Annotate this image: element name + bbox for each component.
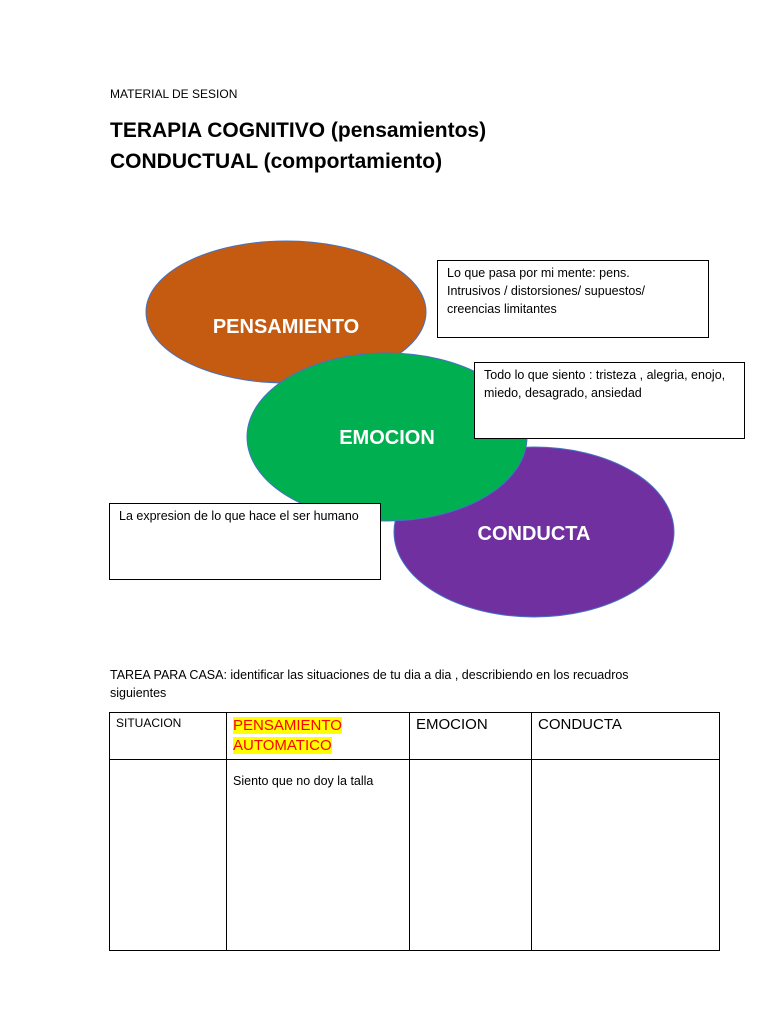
- table-row: [110, 760, 720, 951]
- cell-conducta[interactable]: [532, 760, 720, 951]
- header-situacion: SITUACION: [110, 713, 227, 760]
- note-pensamiento-line-1: Lo que pasa por mi mente: pens.: [447, 266, 630, 280]
- note-conducta-line-1: La expresion de lo que hace el ser humano: [119, 509, 359, 523]
- header-conducta: CONDUCTA: [532, 713, 720, 760]
- cell-situacion[interactable]: [110, 760, 227, 951]
- cell-emocion[interactable]: [410, 760, 532, 951]
- header-pensamiento-automatico: [227, 713, 410, 760]
- homework-table: [109, 712, 720, 951]
- material-label: MATERIAL DE SESION: [110, 87, 238, 101]
- table-header-row: [110, 713, 720, 760]
- header-pensamiento-line-1: PENSAMIENTO: [233, 717, 342, 734]
- header-emocion: EMOCION: [410, 713, 532, 760]
- note-emocion: [474, 362, 745, 439]
- title-line-2: CONDUCTUAL (comportamiento): [110, 150, 443, 173]
- cell-pensamiento[interactable]: Siento que no doy la talla: [227, 760, 410, 951]
- note-conducta: [109, 503, 381, 580]
- note-emocion-line-2: miedo, desagrado, ansiedad: [484, 386, 642, 400]
- homework-instructions: TAREA PARA CASA: identificar las situaciones de tu dia a dia , describiendo en los recuadros siguientes: [110, 668, 629, 700]
- ellipse-label-emocion: EMOCION: [339, 427, 435, 449]
- note-pensamiento-line-2: Intrusivos / distorsiones/ supuestos/: [447, 284, 646, 298]
- header-pensamiento-line-2: AUTOMATICO: [233, 737, 332, 754]
- title-line-1: TERAPIA COGNITIVO (pensamientos): [110, 119, 487, 142]
- note-pensamiento: [437, 260, 709, 338]
- note-emocion-line-1: Todo lo que siento : tristeza , alegria, enojo,: [484, 368, 726, 382]
- ellipse-label-conducta: CONDUCTA: [477, 523, 591, 545]
- ellipse-label-pensamiento: PENSAMIENTO: [212, 316, 360, 338]
- note-pensamiento-line-3: creencias limitantes: [447, 302, 557, 316]
